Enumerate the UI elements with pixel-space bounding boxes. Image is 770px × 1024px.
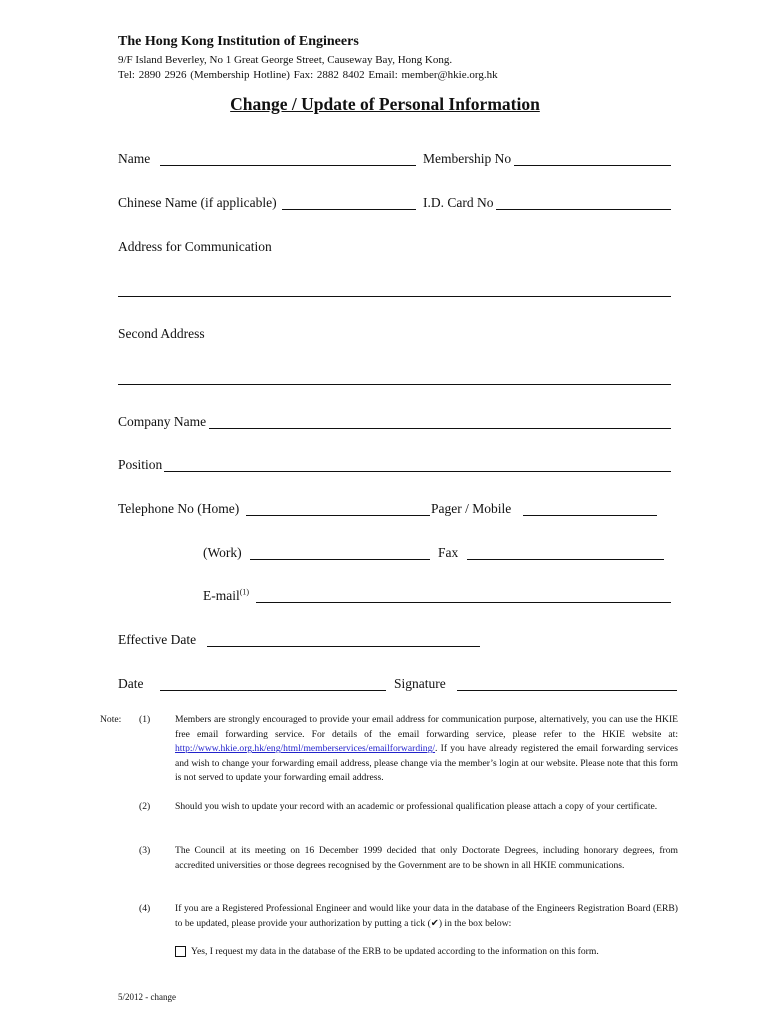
pager-label: Pager / Mobile <box>431 501 512 516</box>
address-label: Address for Communication <box>118 239 272 254</box>
tel-work-field[interactable] <box>250 559 430 560</box>
company-name-field[interactable] <box>209 428 671 429</box>
membership-no-field[interactable] <box>514 165 671 166</box>
chinese-name-label: Chinese Name (if applicable) <box>118 195 277 210</box>
date-label: Date <box>118 676 144 691</box>
second-address-field[interactable] <box>118 384 671 385</box>
fax-field[interactable] <box>467 559 664 560</box>
signature-label: Signature <box>394 676 446 691</box>
organization-contact: Tel: 2890 2926 (Membership Hotline) Fax: 2882 8402 Email: member@hkie.org.hk <box>118 69 498 81</box>
erb-consent-label: Yes, I request my data in the database of the ERB to be updated according to the information on this form. <box>191 946 599 957</box>
tick-icon: ✔ <box>430 917 439 929</box>
name-field[interactable] <box>160 165 416 166</box>
note-2-text: Should you wish to update your record with an academic or professional qualification please attach a copy of your certificate. <box>175 801 658 812</box>
id-card-label: I.D. Card No <box>423 195 494 210</box>
second-address-label: Second Address <box>118 326 205 341</box>
note-4-number: (4) <box>139 903 151 914</box>
tel-home-field[interactable] <box>246 515 430 516</box>
address-field[interactable] <box>118 296 671 297</box>
position-field[interactable] <box>164 471 671 472</box>
name-label: Name <box>118 151 151 166</box>
note-3-text: The Council at its meeting on 16 December 1999 decided that only Doctorate Degrees, including honorary degrees, from accredited universities or those degrees recognised by the Government are to be shown in all HKIE communications. <box>175 845 678 871</box>
tel-home-label: Telephone No (Home) <box>118 501 240 516</box>
note-1-number: (1) <box>139 714 151 725</box>
date-field[interactable] <box>160 690 386 691</box>
erb-consent-checkbox[interactable] <box>175 946 186 957</box>
email-label: E-mail$^{(1)}$ <box>203 587 250 603</box>
id-card-field[interactable] <box>496 209 671 210</box>
note-2-number: (2) <box>139 801 151 812</box>
note-4-text: If you are a Registered Professional Engineer and would like your data in the database of the Engineers Registration Board (ERB) to be updated, please provide your authorization by putting a tick (✔) in the box below: <box>175 903 678 929</box>
organization-name: The Hong Kong Institution of Engineers <box>118 34 359 49</box>
note-3-number: (3) <box>139 845 151 856</box>
form-title: Change / Update of Personal Information <box>230 94 540 114</box>
tel-work-label: (Work) <box>203 545 242 560</box>
position-label: Position <box>118 457 163 472</box>
email-footnote-ref: (1) <box>239 587 250 597</box>
fax-label: Fax <box>438 545 459 560</box>
chinese-name-field[interactable] <box>282 209 416 210</box>
effective-date-label: Effective Date <box>118 632 197 647</box>
form-version: 5/2012 - change <box>118 992 176 1002</box>
email-field[interactable] <box>256 602 671 603</box>
organization-address: 9/F Island Beverley, No 1 Great George Street, Causeway Bay, Hong Kong. <box>118 54 453 66</box>
notes-label: Note: <box>100 714 122 725</box>
company-name-label: Company Name <box>118 414 207 429</box>
pager-field[interactable] <box>523 515 657 516</box>
effective-date-field[interactable] <box>207 646 480 647</box>
note-1-text: Members are strongly encouraged to provide your email address for communication purpose, alternatively, you can use the HKIE free email forwarding service. For details of the email forwarding service, please refer to the HKIE website at: http://www.hkie.org.hk/eng/html/memberservices/emailforwarding/. If you have already registered the email forwarding services and wish to change your forwarding email address, please change via the member’s login at our website. Please note that this form is not served to update your forwarding email address. <box>175 714 678 784</box>
signature-field[interactable] <box>457 690 677 691</box>
membership-no-label: Membership No <box>423 151 512 166</box>
email-forwarding-link[interactable]: http://www.hkie.org.hk/eng/html/memberservices/emailforwarding/ <box>175 743 436 755</box>
